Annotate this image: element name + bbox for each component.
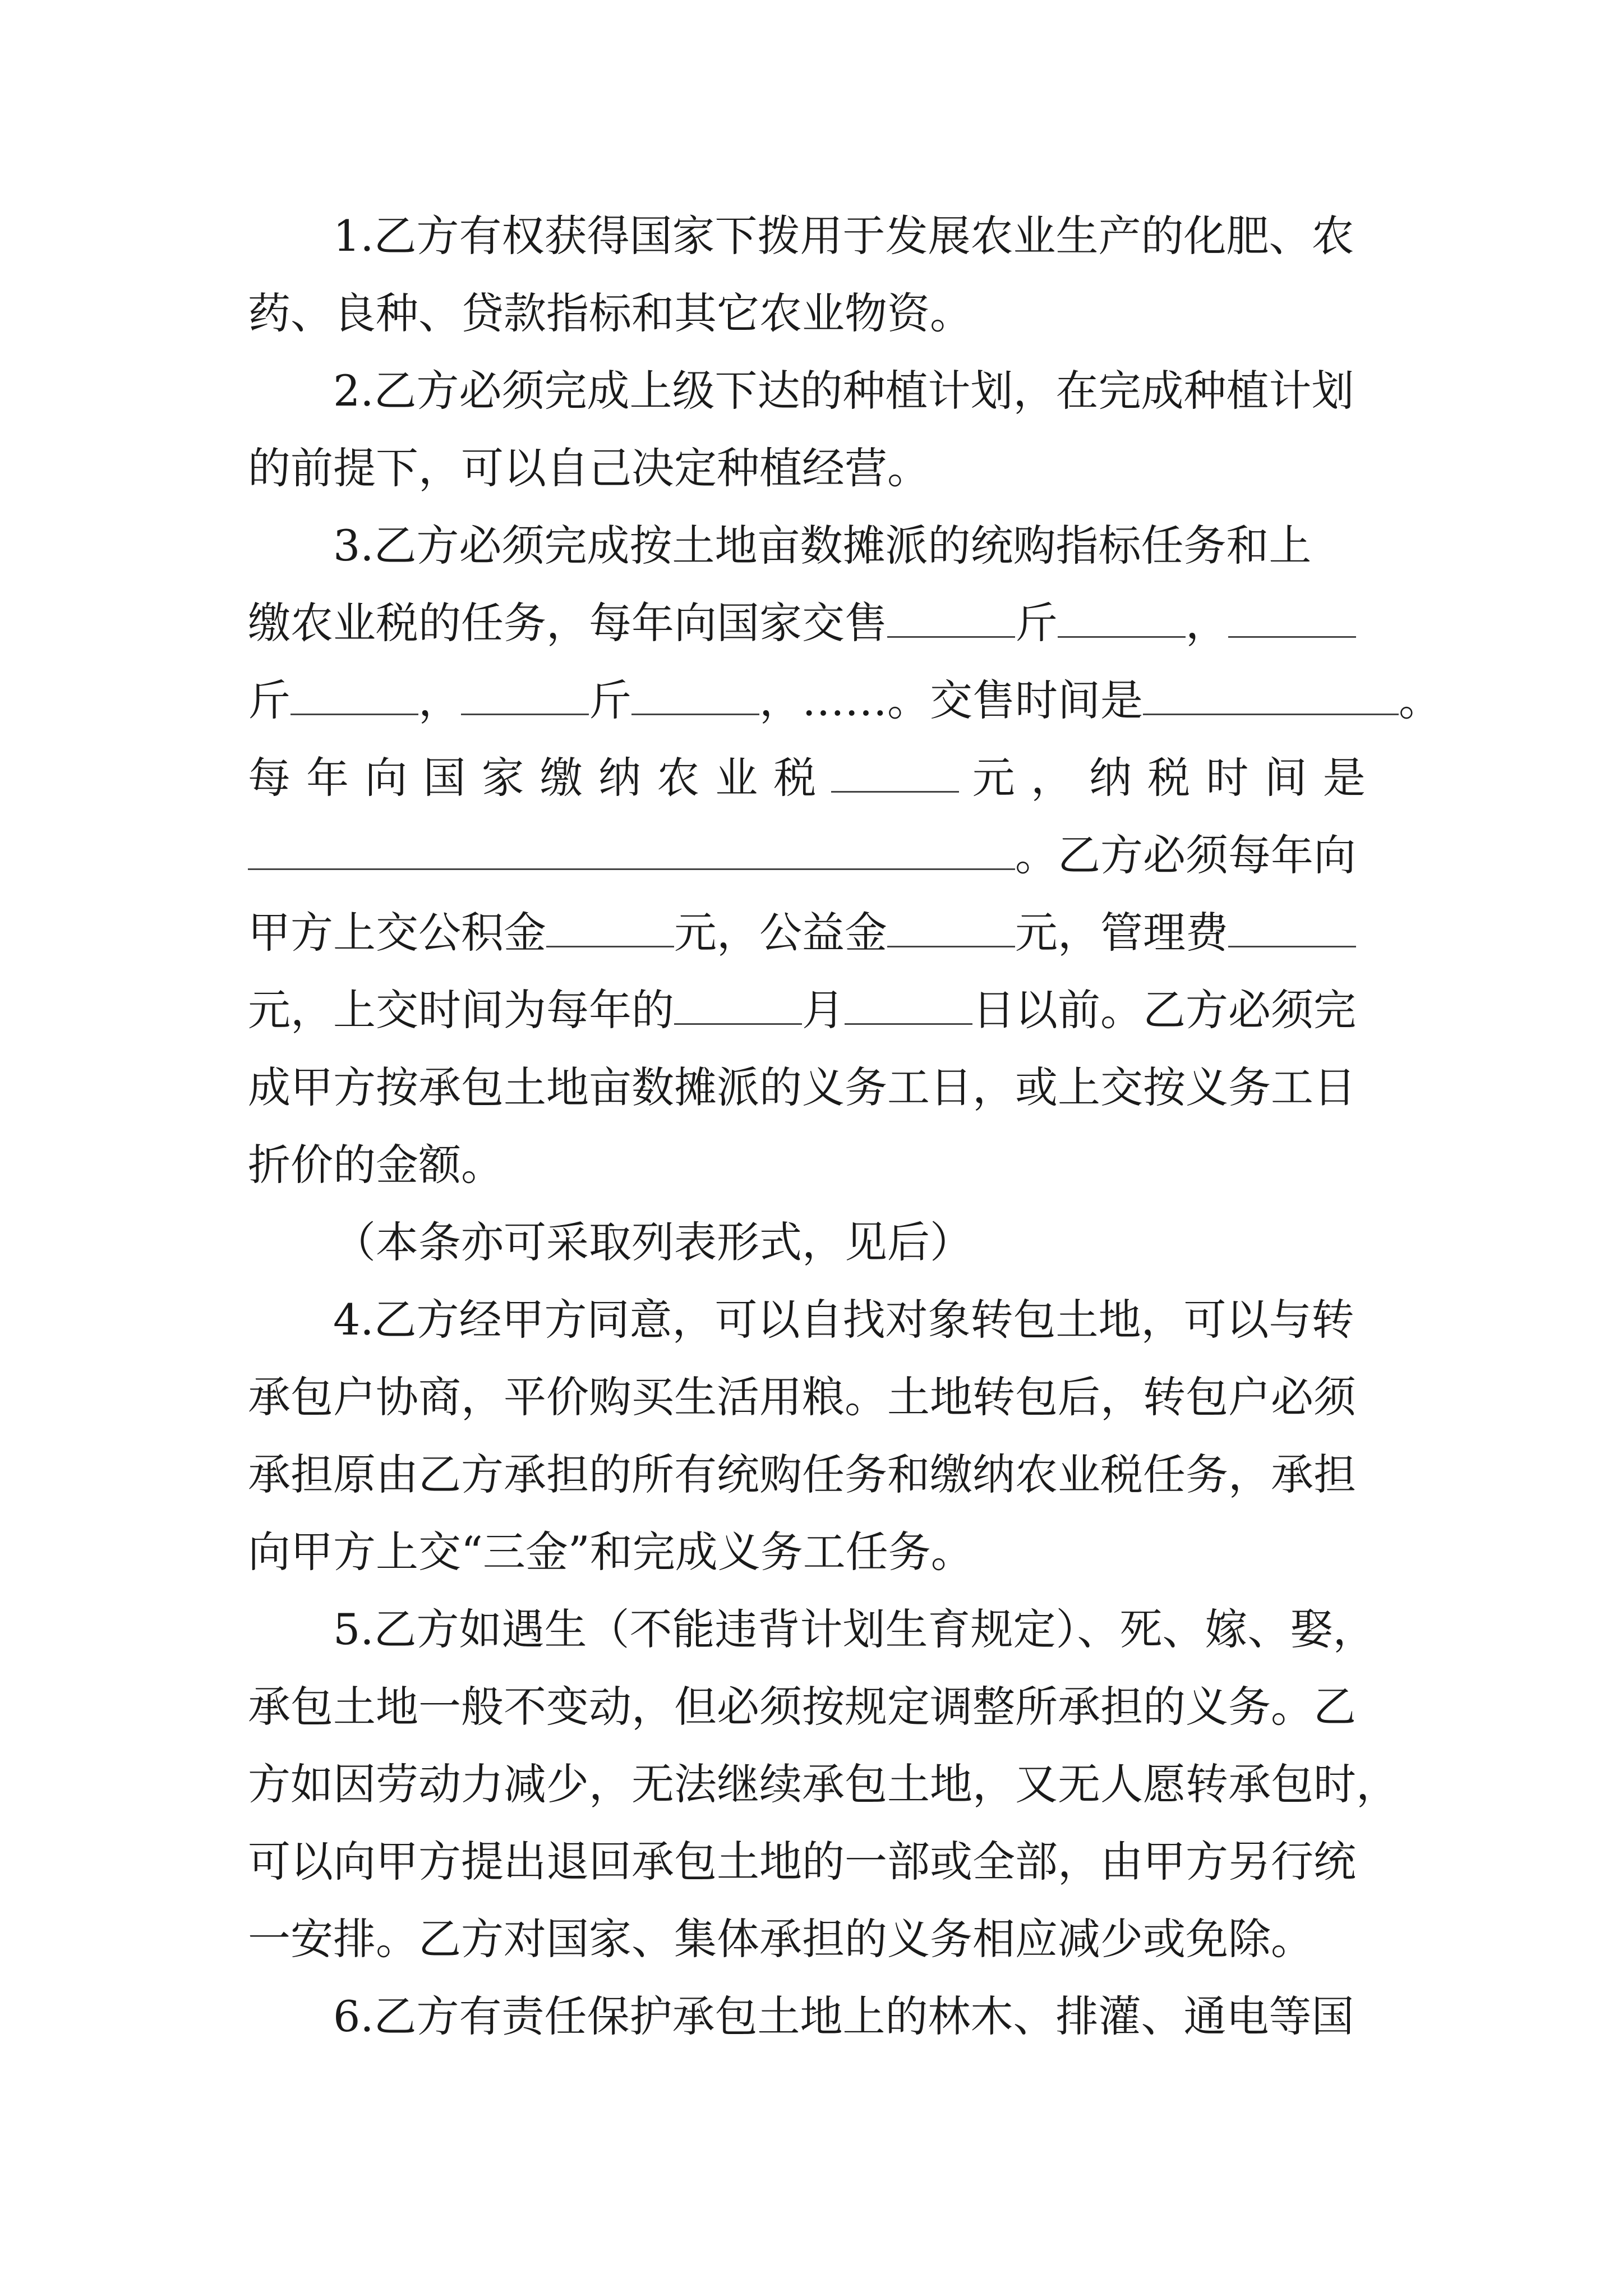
clause-6-line-1: 6.乙方有责任保护承包土地上的林木、排灌、通电等国 — [333, 1991, 1354, 2041]
document-body — [248, 197, 1441, 2055]
clause-note: （本条亦可采取列表形式，见后） — [333, 1217, 972, 1267]
fill-blank — [887, 597, 1015, 638]
clause-4-line-3: 承担原由乙方承担的所有统购任务和缴纳农业税任务，承担 — [248, 1450, 1356, 1499]
clause-3-line-4 — [248, 739, 1375, 817]
fill-blank — [546, 907, 674, 947]
fill-blank — [461, 674, 589, 715]
clause-4-line-2: 承包户协商，平价购买生活用粮。土地转包后，转包户必须 — [248, 1372, 1356, 1422]
clause-4-line-4: 向甲方上交“三金”和完成义务工任务。 — [248, 1527, 974, 1577]
clause-5-line-4: 可以向甲方提出退回承包土地的一部或全部，由甲方另行统 — [248, 1837, 1356, 1887]
fill-blank — [248, 829, 1015, 870]
clause-5-line-2: 承包土地一般不变动，但必须按规定调整所承担的义务。乙 — [248, 1682, 1356, 1732]
fill-blank — [887, 907, 1015, 947]
clause-3-text: ， — [418, 675, 461, 725]
clause-3-text: ， — [1186, 598, 1228, 648]
clause-5-line-1: 5.乙方如遇生（不能违背计划生育规定）、死、嫁、娶， — [333, 1604, 1376, 1654]
clause-4-line-1: 4.乙方经甲方同意，可以自找对象转包土地，可以与转 — [333, 1295, 1354, 1345]
clause-3-text: 元 ， 纳 税 时 间 是 — [972, 753, 1367, 803]
clause-2-line-1: 2.乙方必须完成上级下达的种植计划，在完成种植计划 — [333, 366, 1354, 416]
clause-3-text: 月 — [802, 985, 845, 1035]
fill-blank — [291, 674, 418, 715]
clause-3-text: 。乙方必须每年向 — [1015, 830, 1356, 880]
clause-3-line-1: 3.乙方必须完成按土地亩数摊派的统购指标任务和上 — [333, 521, 1312, 570]
clause-4 — [248, 1281, 1375, 1591]
fill-blank — [631, 674, 759, 715]
fill-blank — [1228, 597, 1356, 638]
fill-blank — [845, 984, 972, 1025]
fill-blank — [1058, 597, 1186, 638]
clause-3-text: ，……。交售时间是 — [759, 675, 1143, 725]
clause-3 — [248, 507, 1441, 1204]
fill-blank — [1143, 674, 1399, 715]
clause-3-text: 元，公益金 — [674, 908, 887, 958]
clause-3-line-9: 折价的金额。 — [248, 1140, 504, 1190]
clause-3-line-7 — [248, 972, 1375, 1049]
clause-5-line-5: 一安排。乙方对国家、集体承担的义务相应减少或免除。 — [248, 1914, 1313, 1964]
clause-2-line-2: 的前提下，可以自己决定种植经营。 — [248, 443, 930, 493]
clause-3-line-3 — [248, 662, 1441, 739]
clause-1-line-2: 药、良种、贷款指标和其它农业物资。 — [248, 288, 972, 338]
clause-3-line-6 — [248, 894, 1375, 972]
clause-3-text: 斤 — [248, 675, 291, 725]
clause-1 — [248, 197, 1375, 352]
clause-6 — [248, 1978, 1375, 2055]
fill-blank — [831, 752, 959, 793]
clause-3-line-5 — [248, 817, 1375, 894]
clause-3-text: 斤 — [1015, 598, 1058, 648]
clause-5-line-3: 方如因劳动力减少，无法继续承包土地，又无人愿转承包时， — [248, 1759, 1399, 1809]
fill-blank — [1228, 907, 1356, 947]
clause-3-text: 缴农业税的任务，每年向国家交售 — [248, 598, 887, 648]
clause-3-text: 元，管理费 — [1015, 908, 1228, 958]
clause-3-text: 甲方上交公积金 — [248, 908, 546, 958]
clause-5 — [248, 1591, 1399, 1978]
clause-3-text: 元，上交时间为每年的 — [248, 985, 674, 1035]
clause-3-line-8: 成甲方按承包土地亩数摊派的义务工日，或上交按义务工日 — [248, 1062, 1356, 1112]
clause-3-line-2 — [248, 585, 1375, 662]
clause-2 — [248, 352, 1375, 507]
clause-3-text: 斤 — [589, 675, 631, 725]
clause-1-line-1: 1.乙方有权获得国家下拨用于发展农业生产的化肥、农 — [333, 211, 1354, 261]
clause-3-text: 日以前。乙方必须完 — [972, 985, 1356, 1035]
clause-3-text: 。 — [1399, 675, 1441, 725]
clause-3-text: 每 年 向 国 家 缴 纳 农 业 税 — [248, 753, 818, 803]
fill-blank — [674, 984, 802, 1025]
